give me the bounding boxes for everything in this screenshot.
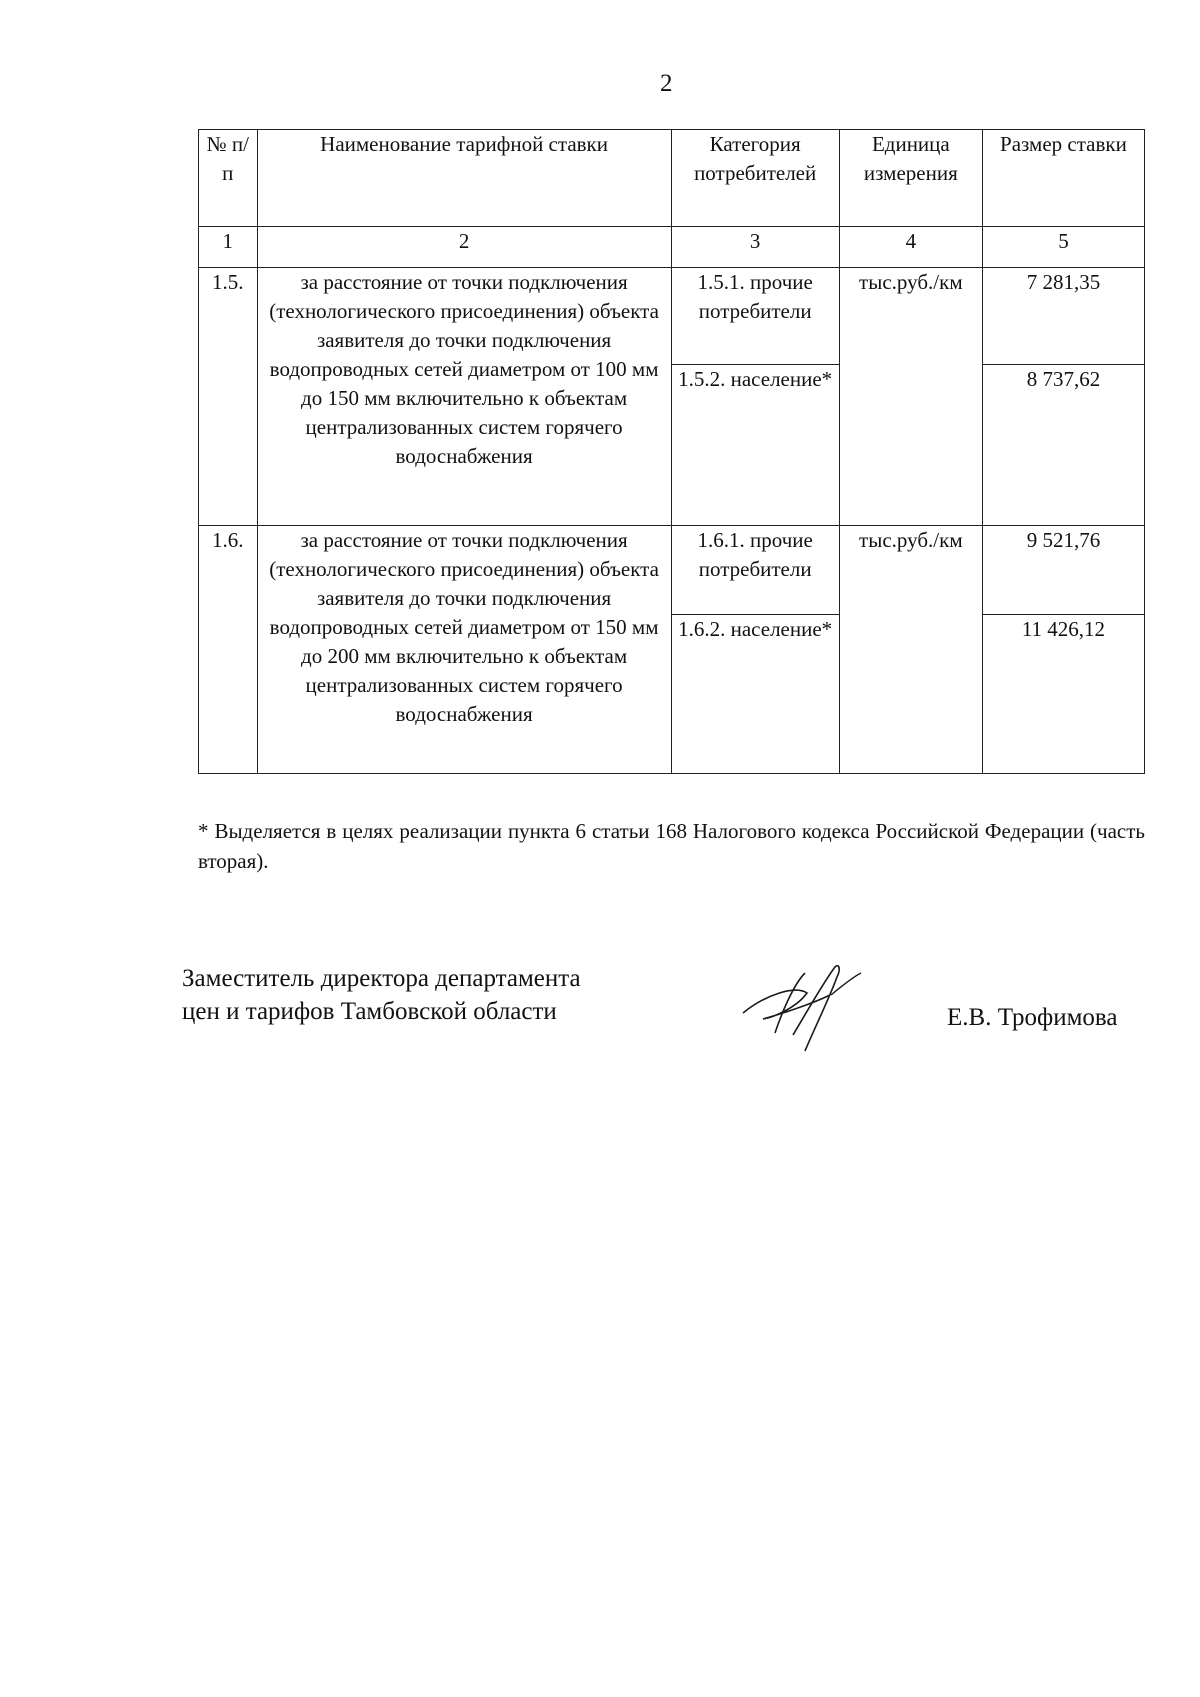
table-row: [199, 268, 1145, 365]
signatory-name: Е.В. Трофимова: [947, 1004, 1118, 1031]
size-cell: 7 281,35: [982, 268, 1144, 365]
table-row: [199, 526, 1145, 615]
page-number: 2: [660, 70, 673, 97]
signatory-position-line: цен и тарифов Тамбовской области: [182, 998, 557, 1025]
header-cell-category: Категория потребителей: [671, 130, 839, 227]
column-number-cell: 4: [839, 227, 982, 268]
header-cell-size: Размер ставки: [982, 130, 1144, 227]
size-cell: 8 737,62: [982, 365, 1144, 526]
unit-cell: тыс.руб./км: [839, 268, 982, 526]
row-number-cell: 1.6.: [199, 526, 258, 774]
column-number-cell: 3: [671, 227, 839, 268]
row-number-cell: 1.5.: [199, 268, 258, 526]
column-number-cell: 2: [257, 227, 671, 268]
column-number-cell: 5: [982, 227, 1144, 268]
footnote: * Выделяется в целях реализации пункта 6 статьи 168 Налогового кодекса Российской Федерации (часть вторая).: [198, 819, 1145, 873]
category-cell: 1.6.2. население*: [671, 615, 839, 774]
size-cell: 9 521,76: [982, 526, 1144, 615]
table-header-row: [199, 130, 1145, 227]
category-cell: 1.5.1. прочие потребители: [671, 268, 839, 365]
tariff-name-cell: за расстояние от точки подключения (технологического присоединения) объекта заявителя до точки подключения водопроводных сетей диаметром от 150 мм до 200 мм включительно к объектам централизованных систем горячего водоснабжения: [257, 526, 671, 774]
handwritten-signature: [735, 955, 885, 1055]
column-number-cell: 1: [199, 227, 258, 268]
header-cell-name: Наименование тарифной ставки: [257, 130, 671, 227]
tariff-name-cell: за расстояние от точки подключения (технологического присоединения) объекта заявителя до точки подключения водопроводных сетей диаметром от 100 мм до 150 мм включительно к объектам централизованных систем горячего водоснабжения: [257, 268, 671, 526]
header-cell-number: № п/п: [199, 130, 258, 227]
signatory-position: [182, 962, 581, 1028]
header-cell-unit: Единица измерения: [839, 130, 982, 227]
size-cell: 11 426,12: [982, 615, 1144, 774]
category-cell: 1.6.1. прочие потребители: [671, 526, 839, 615]
unit-cell: тыс.руб./км: [839, 526, 982, 774]
category-cell: 1.5.2. население*: [671, 365, 839, 526]
tariff-table: [198, 129, 1145, 774]
signatory-position-line: Заместитель директора департамента: [182, 965, 581, 992]
column-numbers-row: [199, 227, 1145, 268]
